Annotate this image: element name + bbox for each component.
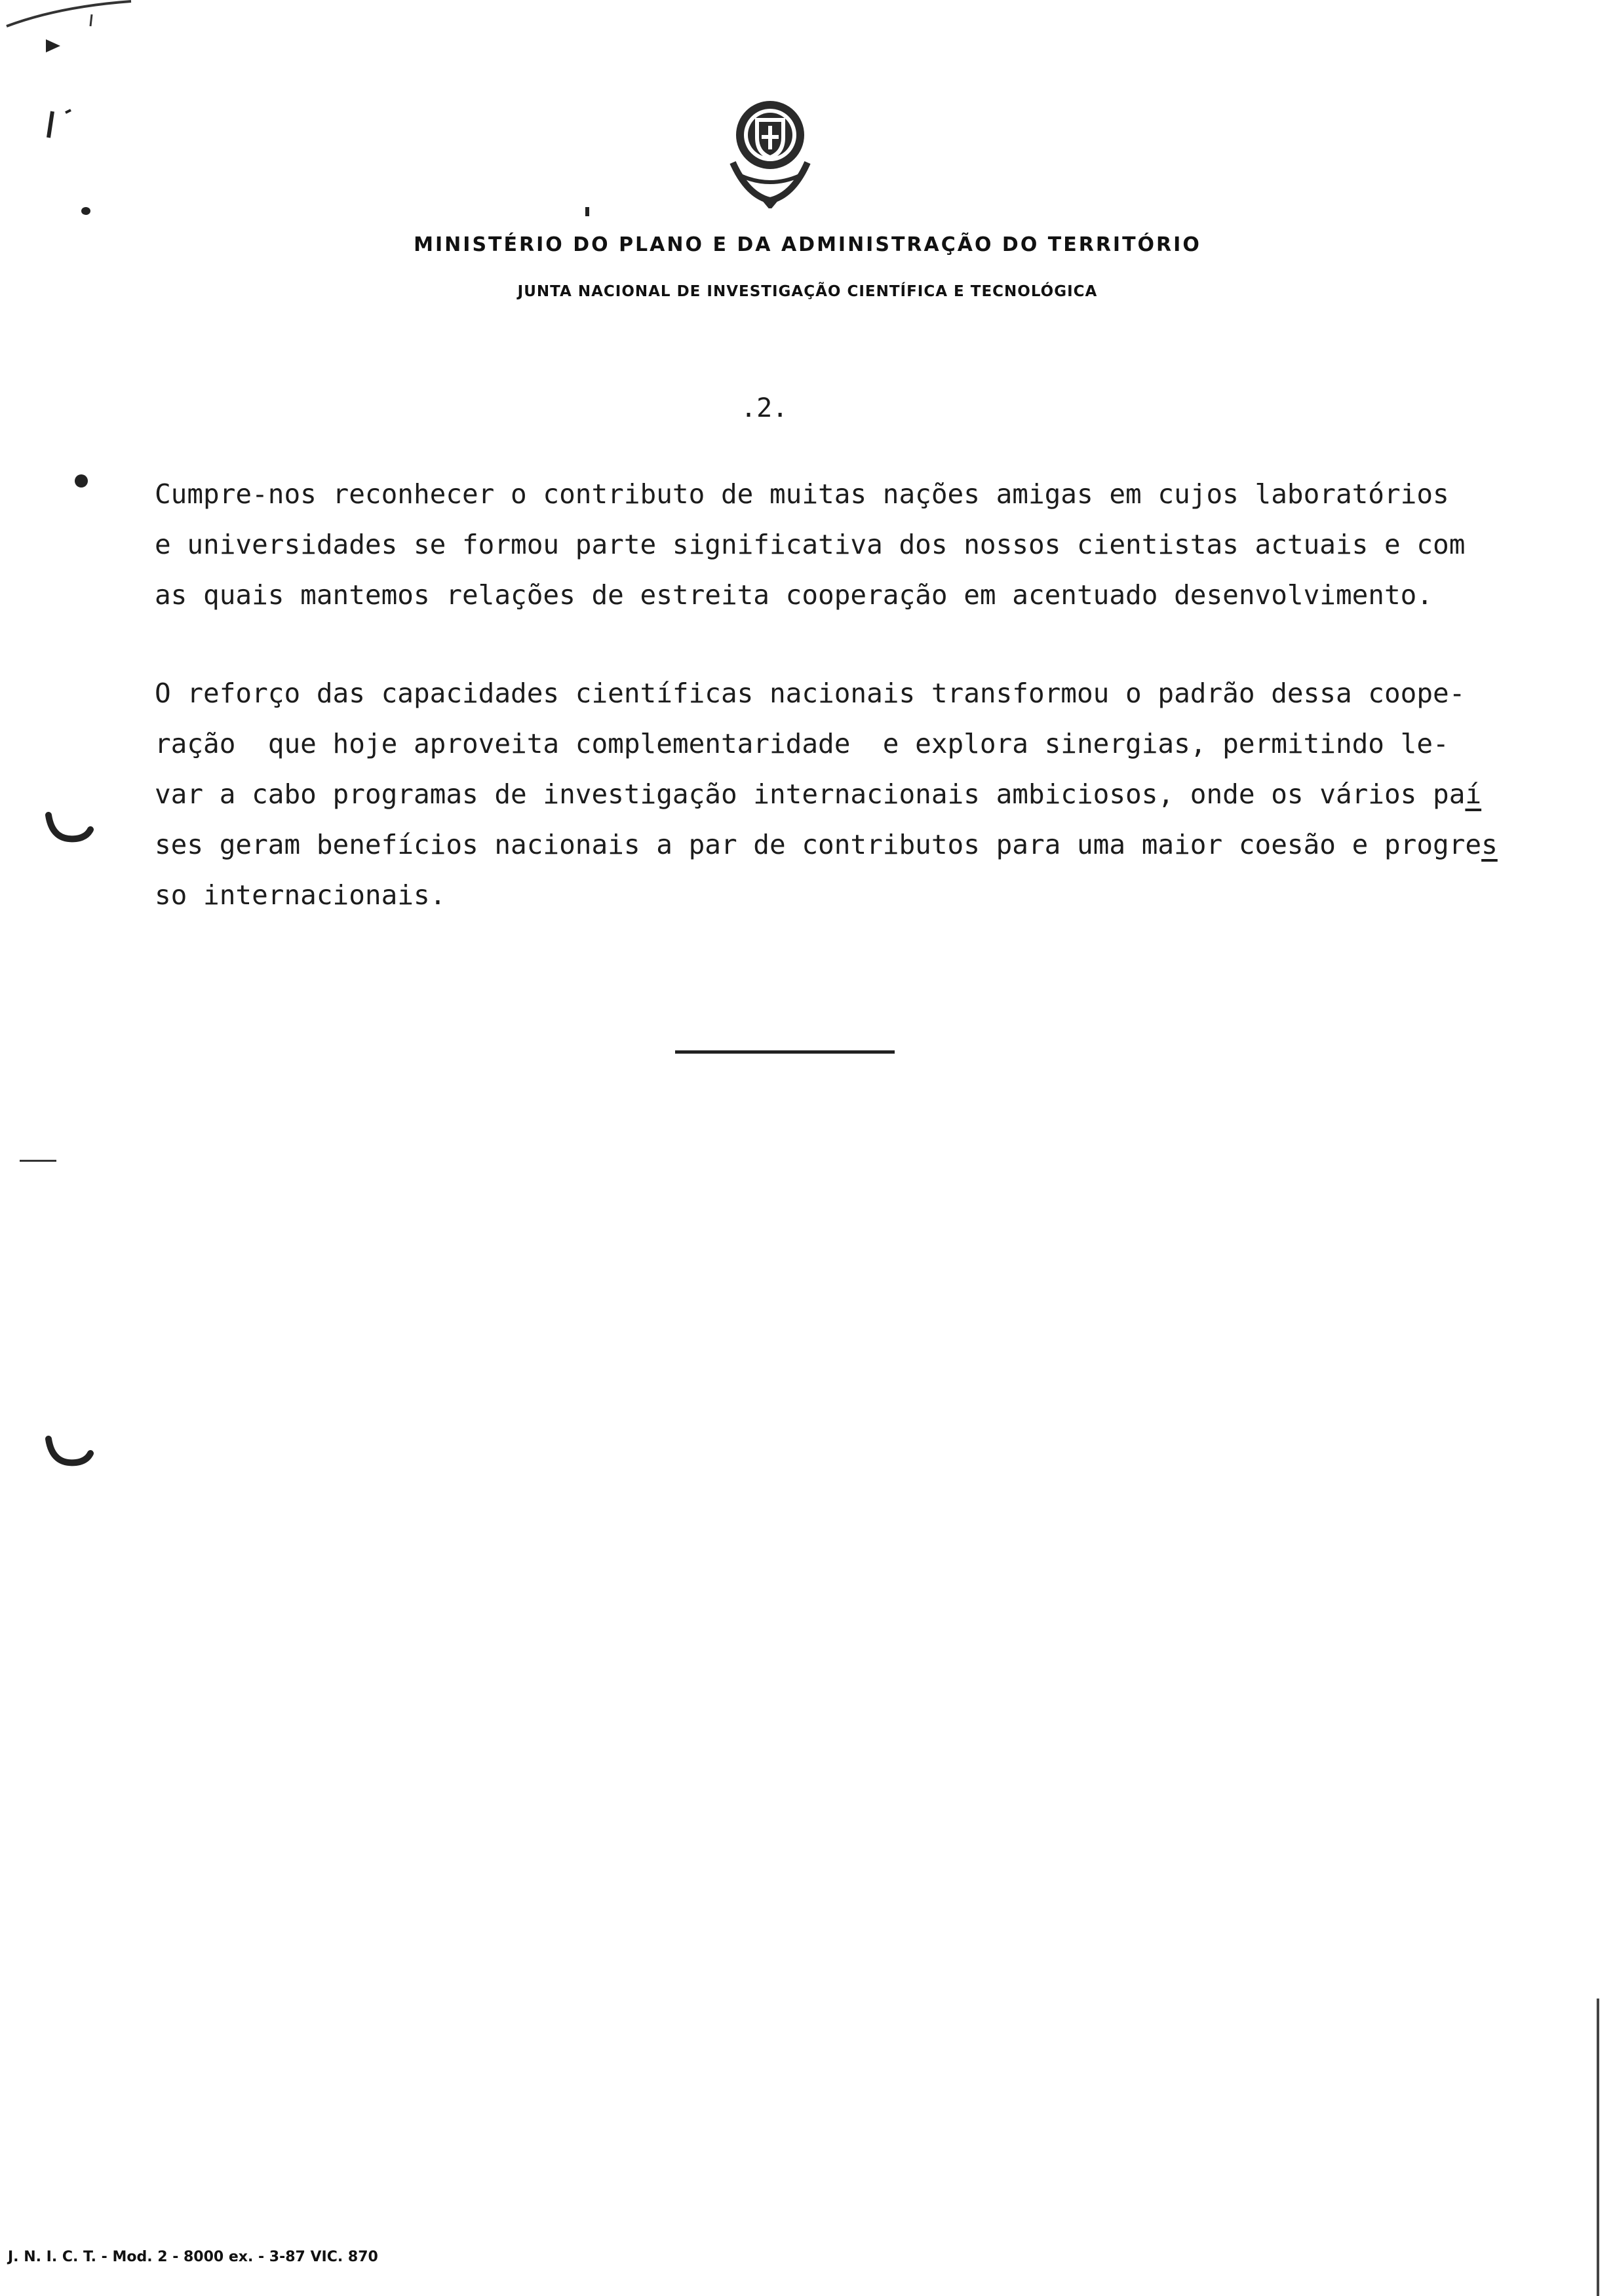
punch-dot-top [81, 207, 90, 215]
paragraph-2 [155, 668, 1544, 921]
paragraph-2-line: ração que hoje aproveita complementaridade e explora sinergias, permitindo le- [155, 728, 1449, 759]
hyphen-underlined-char: s [1481, 829, 1498, 860]
paragraph-2-line [155, 820, 1544, 870]
tick-mark [585, 207, 589, 216]
paragraph-1-line: Cumpre-nos reconhecer o contributo de muitas nações amigas em cujos laboratórios [155, 478, 1449, 510]
paragraph-2-line: so internacionais. [155, 879, 446, 911]
line-text: ses geram benefícios nacionais a par de contributos para uma maior coesão e progre [155, 829, 1482, 860]
coat-of-arms-icon [721, 97, 819, 208]
paragraph-2-line [155, 769, 1544, 820]
hyphen-underlined-char: í [1465, 778, 1482, 810]
form-footer: J. N. I. C. T. - Mod. 2 - 8000 ex. - 3-87 VIC. 870 [8, 2249, 378, 2265]
paragraph-1 [155, 469, 1544, 621]
punch-hole-arc [43, 1434, 96, 1473]
margin-dash [20, 1160, 56, 1162]
junta-subheading: JUNTA NACIONAL DE INVESTIGAÇÃO CIENTÍFICA E TECNOLÓGICA [517, 283, 1098, 300]
line-text: var a cabo programas de investigação internacionais ambiciosos, onde os vários pa [155, 778, 1466, 810]
punch-hole-arc [43, 810, 96, 849]
punch-bullet [75, 474, 88, 488]
page-number: .2. [741, 393, 788, 423]
scan-mark-top-left [0, 0, 144, 144]
paragraph-1-line: e universidades se formou parte significativa dos nossos cientistas actuais e com [155, 529, 1466, 560]
paragraph-1-line: as quais mantemos relações de estreita cooperação em acentuado desenvolvimento. [155, 579, 1433, 611]
end-of-text-rule [675, 1050, 895, 1054]
page-edge-shadow [1597, 1999, 1599, 2296]
paragraph-2-line: O reforço das capacidades científicas nacionais transformou o padrão dessa coope- [155, 678, 1466, 709]
ministry-heading: MINISTÉRIO DO PLANO E DA ADMINISTRAÇÃO DO TERRITÓRIO [414, 233, 1201, 256]
